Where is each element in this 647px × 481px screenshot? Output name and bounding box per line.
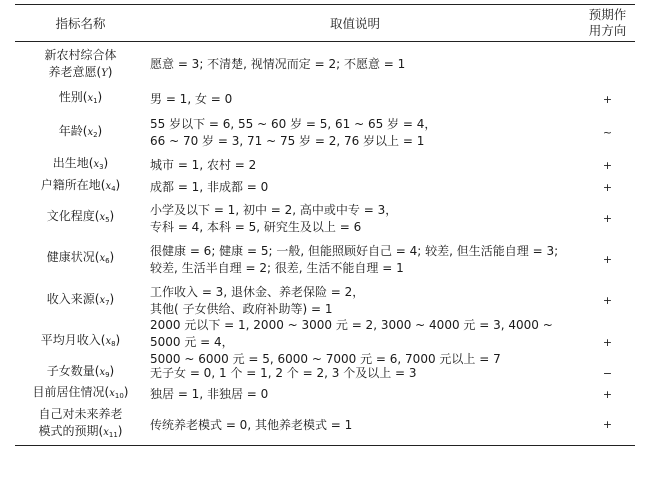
closing-paren: )	[109, 209, 115, 223]
indicator-name-text: 新农村综合体	[44, 48, 117, 62]
value-description-line: 传统养老模式 = 0, 其他养老模式 = 1	[150, 417, 353, 432]
closing-paren: )	[115, 178, 121, 192]
value-description-line: 5000 ~ 6000 元 = 5, 6000 ~ 7000 元 = 6, 7000 元以上 = 7	[150, 352, 501, 366]
header-value-description: 取值说明	[329, 15, 380, 31]
value-description-cell	[140, 179, 580, 196]
value-description-line: 城市 = 1, 农村 = 2	[150, 158, 257, 172]
indicator-name-text: 模式的预期(	[38, 424, 104, 438]
indicator-name-text: 健康状况(	[46, 250, 100, 264]
expected-direction-cell: +	[602, 294, 613, 307]
header-direction-line2: 用方向	[588, 23, 627, 38]
expected-direction-cell: −	[602, 366, 613, 380]
table-row	[15, 112, 635, 154]
indicator-name-line	[21, 406, 140, 423]
value-description-cell	[140, 417, 580, 434]
variable-subscript: 7	[105, 298, 110, 307]
variable-symbol: x	[99, 253, 106, 264]
expected-direction-cell: +	[602, 180, 613, 194]
variable-symbol: x	[99, 367, 106, 378]
table-row	[15, 318, 635, 366]
variable-subscript: 10	[114, 392, 124, 400]
indicator-name-cell	[15, 47, 140, 82]
variable-symbol: Y	[101, 68, 108, 79]
closing-paren: )	[117, 424, 123, 438]
value-description-line: 专科 = 4, 本科 = 5, 研究生及以上 = 6	[150, 219, 362, 234]
value-description-cell	[140, 116, 580, 150]
value-description-cell	[140, 317, 580, 368]
variable-subscript: 1	[93, 97, 98, 105]
indicator-name-text: 性别(	[58, 90, 88, 104]
header-direction-line1: 预期作	[588, 7, 627, 22]
variable-symbol: x	[99, 294, 106, 306]
indicator-name-cell	[15, 208, 140, 229]
table-row	[15, 363, 635, 384]
indicator-name-line	[21, 249, 140, 270]
closing-paren: )	[97, 90, 103, 104]
value-description-line: 66 ~ 70 岁 = 3, 71 ~ 75 岁 = 2, 76 岁以上 = 1	[150, 134, 425, 148]
value-description-cell	[140, 56, 580, 73]
indicator-table	[15, 4, 635, 446]
variable-subscript: 4	[111, 185, 116, 193]
indicator-name-text: 收入来源(	[46, 291, 100, 306]
expected-direction-cell: +	[602, 92, 613, 106]
indicator-name-line	[21, 384, 140, 405]
variable-symbol: x	[105, 336, 112, 347]
indicator-name-text: 平均月收入(	[40, 333, 106, 347]
closing-paren: )	[115, 333, 121, 347]
header-indicator-name: 指标名称	[55, 15, 106, 31]
value-description-line: 男 = 1, 女 = 0	[150, 92, 233, 106]
variable-subscript: 11	[108, 431, 118, 439]
value-description-line: 成都 = 1, 非成都 = 0	[150, 180, 269, 194]
variable-subscript: 9	[105, 371, 110, 379]
value-description-line: 较差, 生活半自理 = 2; 很差, 生活不能自理 = 1	[150, 260, 404, 275]
indicator-name-text: 文化程度(	[46, 209, 100, 223]
table-row	[15, 239, 635, 280]
closing-paren: )	[107, 65, 113, 79]
closing-paren: )	[109, 291, 115, 306]
indicator-name-line	[21, 123, 140, 144]
closing-paren: )	[97, 123, 103, 138]
variable-symbol: x	[109, 388, 115, 399]
variable-symbol: x	[103, 427, 109, 438]
value-description-cell	[140, 202, 580, 236]
variable-subscript: 8	[111, 340, 116, 348]
header-expected-direction	[580, 7, 635, 39]
indicator-name-text: 户籍所在地(	[40, 178, 106, 192]
indicator-name-cell	[15, 406, 140, 444]
value-description-line: 很健康 = 6; 健康 = 5; 一般, 但能照顾好自己 = 4; 较差, 但生活能自理 = 3;	[150, 243, 559, 258]
table-row	[15, 280, 635, 322]
expected-direction-cell: ~	[602, 126, 613, 139]
variable-subscript: 6	[105, 257, 110, 265]
expected-direction-cell: +	[602, 158, 613, 172]
value-description-line: 其他( 子女供给、政府补助等) = 1	[150, 302, 333, 316]
value-description-line: 55 岁以下 = 6, 55 ~ 60 岁 = 5, 61 ~ 65 岁 = 4，	[150, 117, 437, 131]
closing-paren: )	[103, 156, 109, 170]
value-description-cell	[140, 91, 580, 108]
indicator-name-line	[21, 363, 140, 384]
indicator-name-text: 出生地(	[52, 156, 94, 170]
table-row	[15, 384, 635, 405]
variable-subscript: 2	[93, 130, 98, 139]
value-description-cell	[140, 157, 580, 174]
closing-paren: )	[123, 385, 129, 399]
table-body	[15, 42, 635, 445]
indicator-name-text: 自己对未来养老	[38, 407, 123, 421]
indicator-name-line	[21, 47, 140, 64]
expected-direction-cell: +	[602, 418, 613, 431]
expected-direction-cell: +	[602, 252, 613, 266]
expected-direction-cell: +	[602, 211, 613, 225]
variable-subscript: 3	[99, 163, 104, 171]
variable-symbol: x	[87, 126, 94, 138]
indicator-name-text: 养老意愿(	[48, 65, 102, 79]
variable-symbol: x	[87, 93, 94, 104]
value-description-cell	[140, 386, 580, 403]
closing-paren: )	[109, 364, 115, 378]
indicator-name-line	[21, 332, 140, 353]
value-description-line: 2000 元以下 = 1, 2000 ~ 3000 元 = 2, 3000 ~ 4000 元 = 3, 4000 ~ 5000 元 = 4，	[150, 318, 553, 349]
expected-direction-cell: +	[602, 335, 613, 349]
indicator-name-line	[21, 177, 140, 198]
table-row	[15, 87, 635, 112]
indicator-name-text: 目前居住情况(	[32, 385, 110, 399]
value-description-cell	[140, 243, 580, 277]
indicator-name-line	[21, 155, 140, 176]
indicator-name-line	[21, 423, 140, 444]
indicator-name-cell	[15, 155, 140, 176]
indicator-name-cell	[15, 249, 140, 270]
variable-symbol: x	[93, 159, 100, 170]
indicator-name-cell	[15, 384, 140, 405]
indicator-name-line	[21, 208, 140, 229]
table-row	[15, 198, 635, 239]
indicator-name-text: 年龄(	[58, 123, 88, 138]
variable-subscript: 5	[105, 216, 110, 224]
table-header	[15, 5, 635, 42]
table-row	[15, 154, 635, 177]
value-description-line: 小学及以下 = 1, 初中 = 2, 高中或中专 = 3，	[150, 202, 398, 217]
variable-symbol: x	[105, 181, 112, 192]
value-description-line: 愿意 = 3; 不清楚, 视情况而定 = 2; 不愿意 = 1	[150, 57, 406, 71]
value-description-line: 工作收入 = 3, 退休金、养老保险 = 2，	[150, 285, 365, 299]
indicator-name-cell	[15, 123, 140, 144]
indicator-name-cell	[15, 291, 140, 312]
indicator-name-cell	[15, 332, 140, 353]
indicator-name-cell	[15, 89, 140, 110]
indicator-name-line	[21, 291, 140, 312]
value-description-line: 无子女 = 0, 1 个 = 1, 2 个 = 2, 3 个及以上 = 3	[150, 366, 417, 380]
variable-symbol: x	[99, 212, 106, 223]
value-description-cell	[140, 284, 580, 318]
closing-paren: )	[109, 250, 115, 264]
indicator-name-line	[21, 89, 140, 110]
expected-direction-cell: +	[602, 387, 613, 401]
indicator-name-cell	[15, 177, 140, 198]
indicator-name-cell	[15, 363, 140, 384]
table-row	[15, 405, 635, 445]
indicator-name-line	[21, 64, 140, 82]
value-description-line: 独居 = 1, 非独居 = 0	[150, 387, 269, 401]
indicator-name-text: 子女数量(	[46, 364, 100, 378]
table-row	[15, 42, 635, 87]
value-description-cell	[140, 365, 580, 382]
table-row	[15, 177, 635, 198]
